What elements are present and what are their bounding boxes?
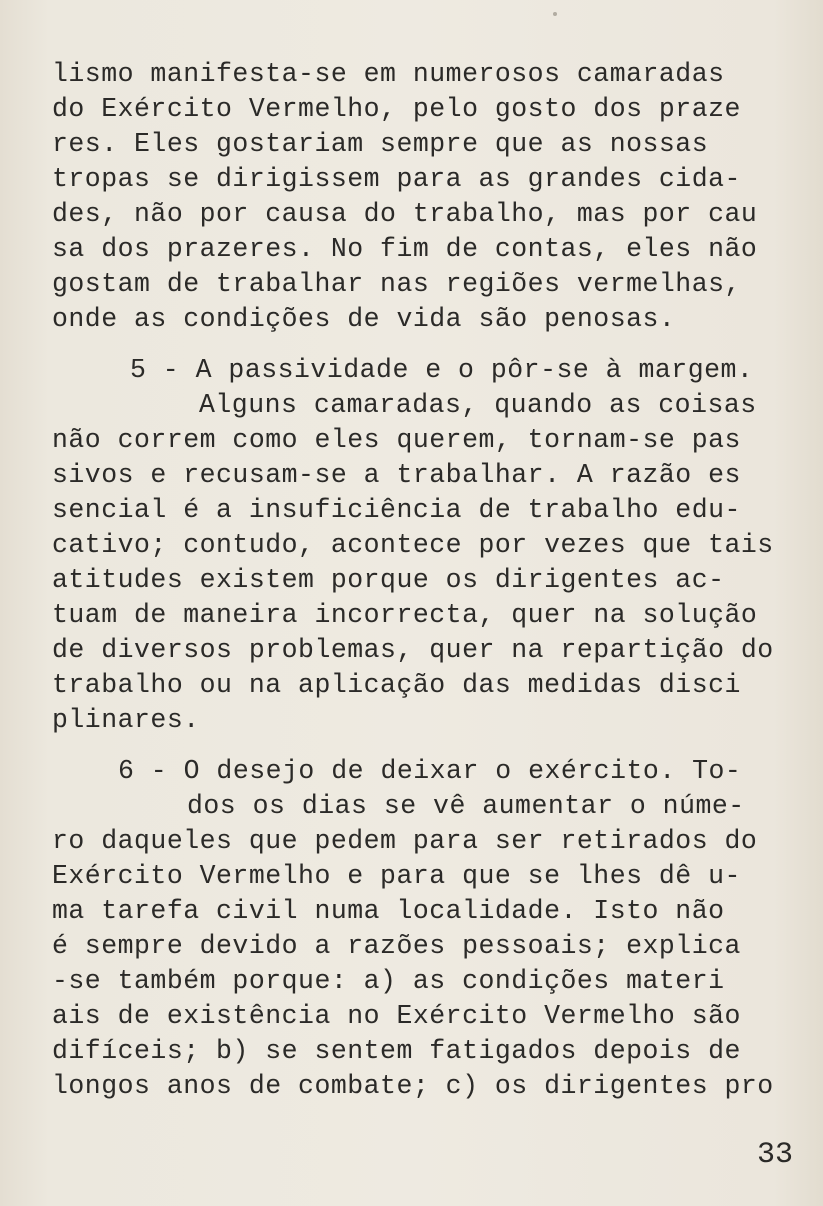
text-line: -se também porque: a) as condições materi [52,966,725,996]
text-line: Exército Vermelho e para que se lhes dê u- [52,861,741,891]
text-line: ais de existência no Exército Vermelho são [52,1001,741,1031]
text-line: sencial é a insuficiência de trabalho edu- [52,495,741,525]
text-line: tropas se dirigissem para as grandes cida- [52,164,741,194]
text-line: ro daqueles que pedem para ser retirados do [52,826,758,856]
section-heading-5: 5 - A passividade e o pôr-se à margem. [130,355,754,385]
text-line: sa dos prazeres. No fim de contas, eles não [52,234,758,264]
paper-mark [553,12,557,16]
text-line: sivos e recusam-se a trabalhar. A razão es [52,460,741,490]
text-line: cativo; contudo, acontece por vezes que tais [52,530,774,560]
text-line: gostam de trabalhar nas regiões vermelhas, [52,269,741,299]
text-line: Alguns camaradas, quando as coisas [199,390,757,420]
text-line: onde as condições de vida são penosas. [52,304,676,334]
text-line: dos os dias se vê aumentar o núme- [187,791,745,821]
text-line: é sempre devido a razões pessoais; explica [52,931,741,961]
text-line: de diversos problemas, quer na repartição do [52,635,774,665]
section-heading-6: 6 - O desejo de deixar o exército. To- [118,756,742,786]
text-line: trabalho ou na aplicação das medidas disci [52,670,741,700]
text-line: tuam de maneira incorrecta, quer na solução [52,600,758,630]
text-line: plinares. [52,705,200,735]
text-line: atitudes existem porque os dirigentes ac- [52,565,725,595]
text-line: des, não por causa do trabalho, mas por cau [52,199,758,229]
text-line: difíceis; b) se sentem fatigados depois de [52,1036,741,1066]
text-line: do Exército Vermelho, pelo gosto dos praze [52,94,741,124]
page-number: 33 [757,1138,794,1172]
text-line: longos anos de combate; c) os dirigentes pro [52,1071,774,1101]
text-line: ma tarefa civil numa localidade. Isto não [52,896,725,926]
text-line: lismo manifesta-se em numerosos camaradas [52,59,725,89]
text-line: res. Eles gostariam sempre que as nossas [52,129,709,159]
text-line: não correm como eles querem, tornam-se pas [52,425,741,455]
